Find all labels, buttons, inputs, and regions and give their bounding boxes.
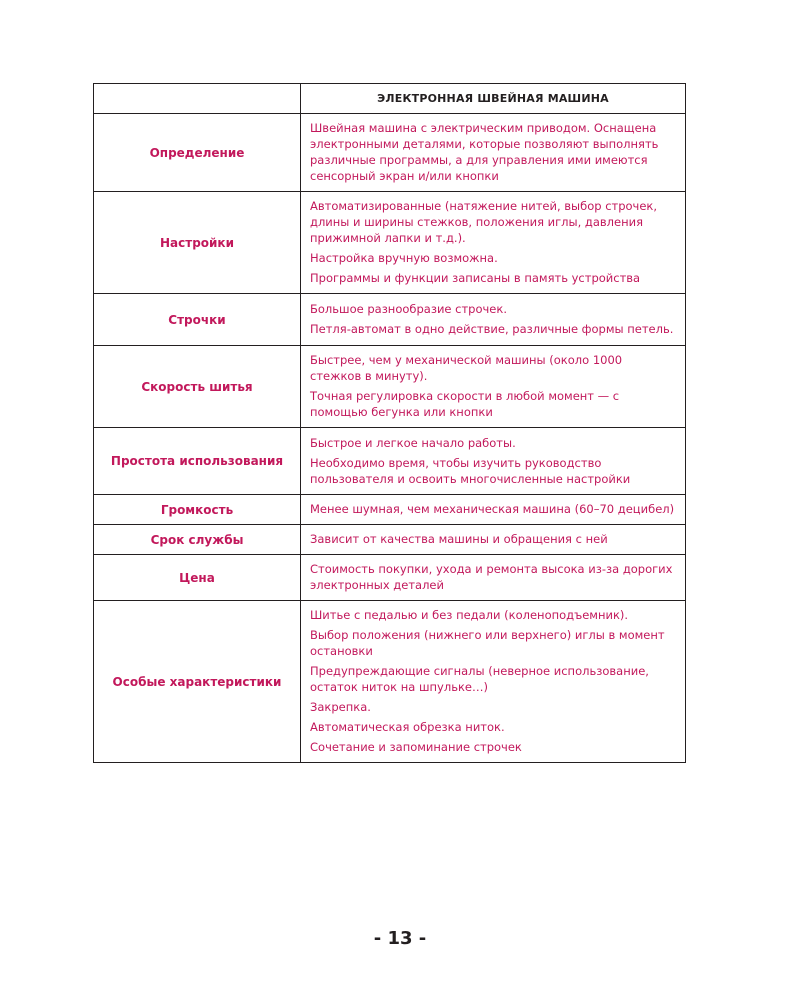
row-value-special-features <box>301 601 686 763</box>
row-value-definition <box>301 114 686 192</box>
value-line: Быстрее, чем у механической машины (около 1000 стежков в минуту). <box>310 353 623 383</box>
table-row-price <box>94 555 686 601</box>
row-label-ease-of-use: Простота использования <box>94 428 301 495</box>
table-row-special-features <box>94 601 686 763</box>
row-label-volume: Громкость <box>94 495 301 525</box>
row-value-price <box>301 555 686 601</box>
value-line: Менее шумная, чем механическая машина (60–70 децибел) <box>310 502 675 516</box>
row-value-volume <box>301 495 686 525</box>
value-line: Автоматическая обрезка ниток. <box>310 720 505 734</box>
row-label-definition: Определение <box>94 114 301 192</box>
value-line: Необходимо время, чтобы изучить руководство пользователя и освоить многочисленные настройки <box>310 455 631 486</box>
table-row-definition <box>94 114 686 192</box>
page-number: - 13 - <box>373 928 427 949</box>
row-value-speed <box>301 346 686 428</box>
comparison-table <box>93 83 686 763</box>
value-line: Сочетание и запоминание строчек <box>310 740 522 754</box>
row-label-settings: Настройки <box>94 192 301 294</box>
row-value-stitches <box>301 294 686 346</box>
table-row-service-life <box>94 525 686 555</box>
value-line: Точная регулировка скорости в любой момент — с помощью бегунка или кнопки <box>310 389 620 419</box>
value-line: Большое разнообразие строчек. <box>310 302 507 316</box>
value-line: Автоматизированные (натяжение нитей, выбор строчек, длины и ширины стежков, положения иглы, давления прижимной лапки и т.д.). <box>310 199 658 245</box>
value-line: Быстрое и легкое начало работы. <box>310 435 516 450</box>
table-row-ease-of-use <box>94 428 686 495</box>
empty-corner-cell <box>94 84 301 114</box>
table-header-row <box>94 84 686 114</box>
table-row-settings <box>94 192 686 294</box>
value-line: Петля-автомат в одно действие, различные формы петель. <box>310 322 674 336</box>
row-value-ease-of-use <box>301 428 686 495</box>
row-value-service-life <box>301 525 686 555</box>
value-line: Закрепка. <box>310 700 371 714</box>
value-line: Предупреждающие сигналы (неверное использование, остаток ниток на шпульке…) <box>310 664 649 694</box>
value-line: Шитье с педалью и без педали (коленоподъемник). <box>310 608 629 622</box>
value-line: Зависит от качества машины и обращения с ней <box>310 532 608 546</box>
value-line: Программы и функции записаны в память устройства <box>310 271 641 285</box>
row-label-speed: Скорость шитья <box>94 346 301 428</box>
table-row-volume <box>94 495 686 525</box>
table-row-speed <box>94 346 686 428</box>
value-line: Швейная машина с электрическим приводом. Оснащена электронными деталями, которые позволяют выполнять различные программы, а для управления ими имеются сенсорный экран и/или кнопки <box>310 121 659 183</box>
row-label-price: Цена <box>94 555 301 601</box>
table-row-stitches <box>94 294 686 346</box>
column-header-electronic-machine: ЭЛЕКТРОННАЯ ШВЕЙНАЯ МАШИНА <box>301 84 686 114</box>
row-label-special-features: Особые характеристики <box>94 601 301 763</box>
row-label-stitches: Строчки <box>94 294 301 346</box>
row-label-service-life: Срок службы <box>94 525 301 555</box>
value-line: Настройка вручную возможна. <box>310 251 498 265</box>
row-value-settings <box>301 192 686 294</box>
value-line: Выбор положения (нижнего или верхнего) иглы в момент остановки <box>310 628 665 658</box>
value-line: Стоимость покупки, ухода и ремонта высока из-за дорогих электронных деталей <box>310 562 673 592</box>
